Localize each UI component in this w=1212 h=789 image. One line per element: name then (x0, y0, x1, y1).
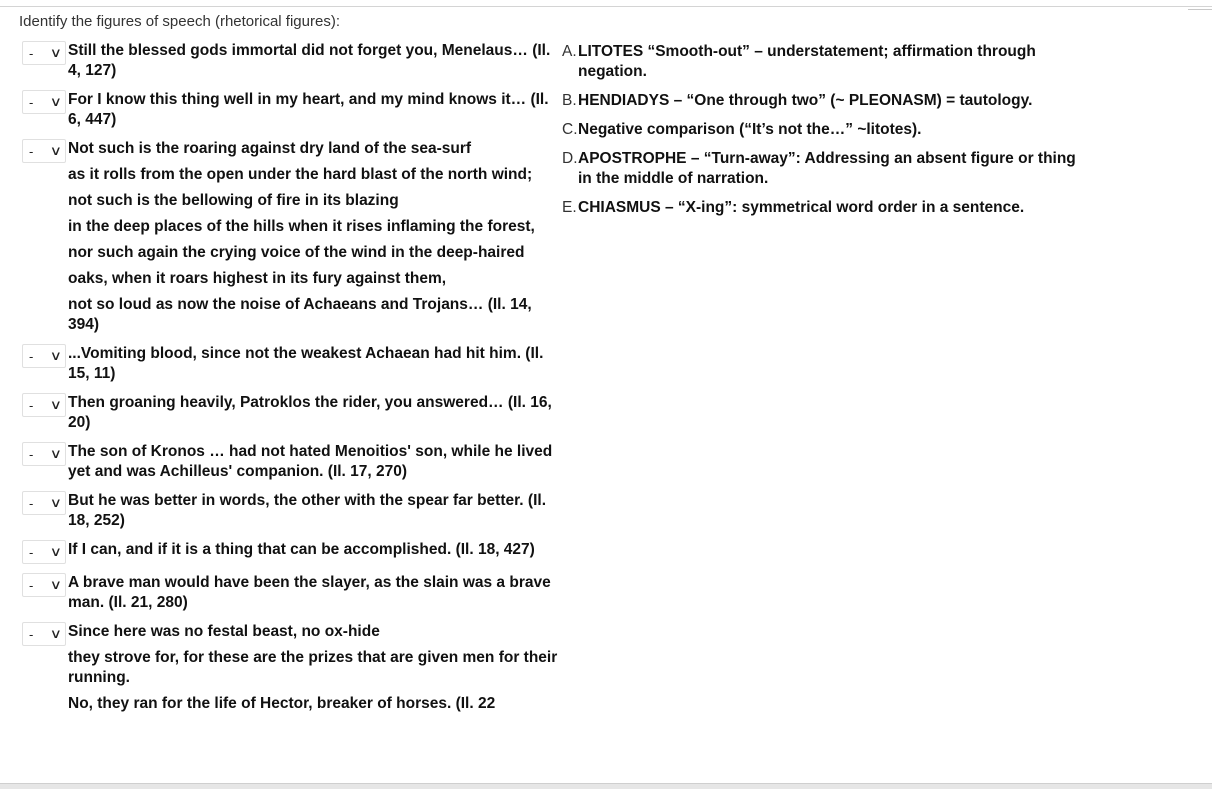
question-row (22, 343, 562, 384)
answer-options-list (562, 42, 1082, 227)
answer-dropdown[interactable] (22, 41, 66, 65)
question-row (22, 89, 562, 130)
dropdown-selected-value: - (29, 397, 34, 413)
question-line: Still the blessed gods immortal did not forget you, Menelaus… (Il. 4, 127) (68, 42, 551, 79)
question-text (68, 490, 558, 531)
question-line: If I can, and if it is a thing that can be accomplished. (Il. 18, 427) (68, 541, 535, 558)
question-text (68, 441, 558, 482)
dropdown-selected-value: - (29, 143, 34, 159)
answer-text: Negative comparison (“It’s not the…” ~litotes). (578, 121, 922, 138)
answer-text: HENDIADYS – “One through two” (~ PLEONASM) = tautology. (578, 92, 1033, 109)
answer-dropdown[interactable] (22, 573, 66, 597)
question-row (22, 490, 562, 531)
answer-option (562, 149, 1082, 189)
question-line: oaks, when it roars highest in its fury against them, (68, 270, 447, 287)
question-row (22, 138, 562, 335)
question-text (68, 539, 558, 560)
chevron-down-icon: ∨ (50, 143, 63, 158)
question-line: For I know this thing well in my heart, and my mind knows it… (Il. 6, 447) (68, 91, 549, 128)
answer-dropdown[interactable] (22, 442, 66, 466)
question-line: Since here was no festal beast, no ox-hide (68, 623, 380, 640)
matching-questions-list (22, 40, 562, 722)
chevron-down-icon: ∨ (50, 544, 63, 559)
dropdown-selected-value: - (29, 94, 34, 110)
answer-text: LITOTES “Smooth-out” – understatement; affirmation through negation. (578, 43, 1036, 80)
question-row (22, 621, 562, 714)
question-text (68, 343, 558, 384)
chevron-down-icon: ∨ (50, 348, 63, 363)
chevron-down-icon: ∨ (50, 397, 63, 412)
answer-dropdown[interactable] (22, 491, 66, 515)
answer-dropdown[interactable] (22, 540, 66, 564)
answer-text: CHIASMUS – “X-ing”: symmetrical word order in a sentence. (578, 199, 1025, 216)
dropdown-selected-value: - (29, 577, 34, 593)
chevron-down-icon: ∨ (50, 446, 63, 461)
chevron-down-icon: ∨ (50, 94, 63, 109)
dropdown-selected-value: - (29, 626, 34, 642)
question-line: ...Vomiting blood, since not the weakest Achaean had hit him. (Il. 15, 11) (68, 345, 544, 382)
question-row (22, 539, 562, 564)
chevron-down-icon: ∨ (50, 577, 63, 592)
question-line: But he was better in words, the other with the spear far better. (Il. 18, 252) (68, 492, 546, 529)
dropdown-selected-value: - (29, 348, 34, 364)
question-text (68, 89, 558, 130)
top-right-divider (1188, 9, 1212, 10)
question-text (68, 621, 558, 714)
answer-option (562, 120, 1082, 140)
question-line: in the deep places of the hills when it rises inflaming the forest, (68, 218, 535, 235)
chevron-down-icon: ∨ (50, 495, 63, 510)
question-line: The son of Kronos … had not hated Menoitios' son, while he lived yet and was Achilleus' companion. (Il. 17, 270) (68, 443, 553, 480)
question-row (22, 392, 562, 433)
question-line: Not such is the roaring against dry land of the sea-surf (68, 140, 472, 157)
dropdown-selected-value: - (29, 446, 34, 462)
answer-dropdown[interactable] (22, 622, 66, 646)
answer-option (562, 42, 1082, 82)
question-line: as it rolls from the open under the hard blast of the north wind; (68, 166, 533, 183)
answer-letter: D. (562, 150, 578, 167)
question-text (68, 572, 558, 613)
question-row (22, 441, 562, 482)
answer-dropdown[interactable] (22, 393, 66, 417)
answer-dropdown[interactable] (22, 139, 66, 163)
dropdown-selected-value: - (29, 45, 34, 61)
question-line: A brave man would have been the slayer, as the slain was a brave man. (Il. 21, 280) (68, 574, 551, 611)
answer-letter: A. (562, 43, 577, 60)
answer-letter: C. (562, 121, 578, 138)
answer-dropdown[interactable] (22, 344, 66, 368)
answer-option (562, 198, 1082, 218)
question-line: Then groaning heavily, Patroklos the rider, you answered… (Il. 16, 20) (68, 394, 552, 431)
answer-dropdown[interactable] (22, 90, 66, 114)
question-row (22, 572, 562, 613)
question-text (68, 40, 558, 81)
question-row (22, 40, 562, 81)
question-text (68, 138, 558, 335)
question-instruction: Identify the figures of speech (rhetorical figures): (19, 13, 340, 30)
question-line: they strove for, for these are the prizes that are given men for their running. (68, 649, 558, 686)
dropdown-selected-value: - (29, 495, 34, 511)
chevron-down-icon: ∨ (50, 45, 63, 60)
answer-letter: E. (562, 199, 577, 216)
answer-text: APOSTROPHE – “Turn-away”: Addressing an absent figure or thing in the middle of narration. (578, 150, 1076, 187)
dropdown-selected-value: - (29, 544, 34, 560)
horizontal-scrollbar[interactable] (0, 783, 1212, 789)
question-text (68, 392, 558, 433)
question-line: not such is the bellowing of fire in its blazing (68, 192, 399, 209)
chevron-down-icon: ∨ (50, 626, 63, 641)
question-line: No, they ran for the life of Hector, breaker of horses. (Il. 22 (68, 695, 496, 712)
answer-option (562, 91, 1082, 111)
answer-letter: B. (562, 92, 577, 109)
question-line: not so loud as now the noise of Achaeans and Trojans… (Il. 14, 394) (68, 296, 532, 333)
question-line: nor such again the crying voice of the wind in the deep-haired (68, 244, 525, 261)
top-divider (0, 6, 1212, 7)
